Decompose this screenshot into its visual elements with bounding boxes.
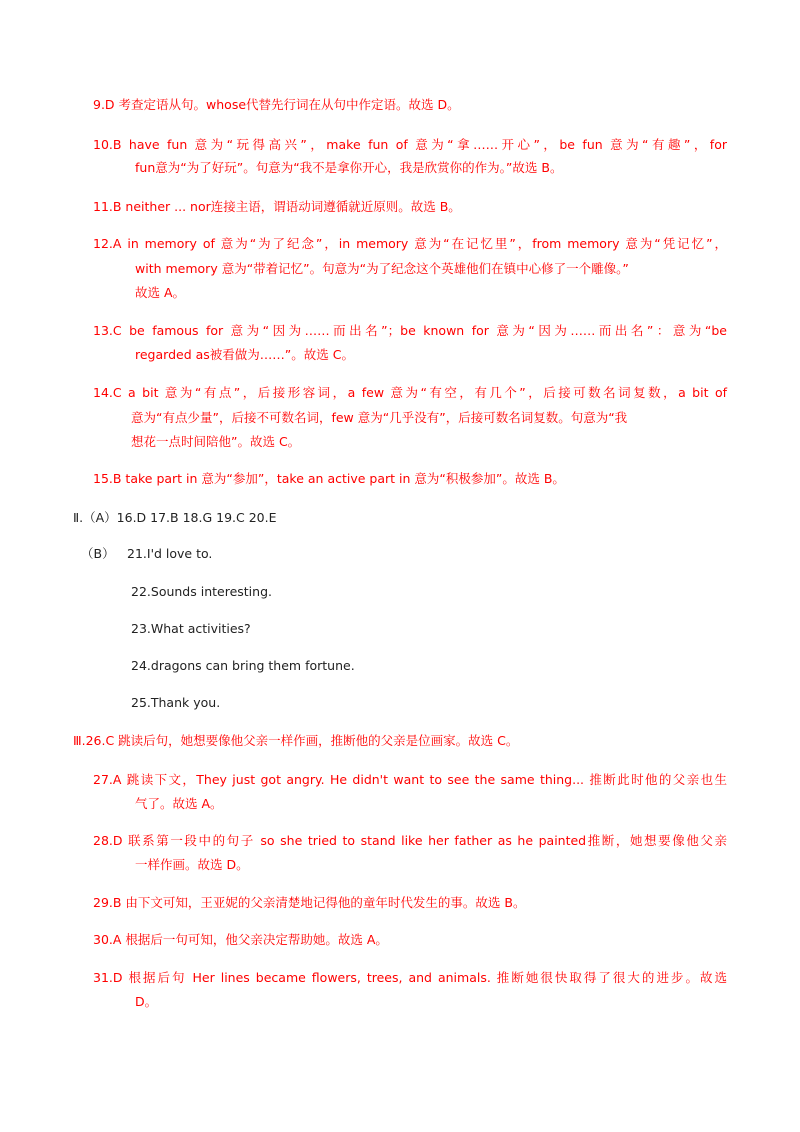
answer-29: 29.B 由下文可知，王亚妮的父亲清楚地记得他的童年时代发生的事。故选 B。 [93, 895, 526, 910]
section-2a-answers: Ⅱ.（A）16.D 17.B 18.G 19.C 20.E [73, 510, 277, 525]
answer-12-line-1: 12.A in memory of 意为“为了纪念”，in memory 意为“在记忆里”，from memory 意为“凭记忆”， [93, 236, 727, 251]
section-2b-answer-25: 25.Thank you. [131, 695, 221, 710]
answer-26: Ⅲ.26.C 跳读后句，她想要像他父亲一样作画，推断他的父亲是位画家。故选 C。 [73, 733, 519, 748]
section-2b-label: （B） [81, 546, 115, 561]
answer-12-line-3: 故选 A。 [135, 285, 186, 300]
answer-30: 30.A 根据后一句可知，他父亲决定帮助她。故选 A。 [93, 932, 388, 947]
answer-27-line-2: 气了。故选 A。 [135, 796, 223, 811]
answer-13-line-1: 13.C be famous for 意为“因为……而出名”；be known for 意为“因为……而出名”：意为“be [93, 323, 727, 338]
answer-11: 11.B neither ... nor连接主语，谓语动词遵循就近原则。故选 B。 [93, 199, 461, 214]
answer-28-line-2: 一样作画。故选 D。 [135, 857, 249, 872]
answer-10-line-1: 10.B have fun 意为“玩得高兴”，make fun of 意为“拿……开心”，be fun 意为“有趣”，for [93, 137, 727, 152]
answer-9: 9.D 考查定语从句。whose代替先行词在从句中作定语。故选 D。 [93, 97, 460, 112]
answer-10-line-2: fun意为“为了好玩”。句意为“我不是拿你开心，我是欣赏你的作为。”故选 B。 [135, 160, 563, 175]
answer-28-line-1: 28.D 联系第一段中的句子 so she tried to stand like her father as he painted推断，她想要像他父亲 [93, 833, 727, 848]
answer-15: 15.B take part in 意为“参加”，take an active part in 意为“积极参加”。故选 B。 [93, 471, 565, 486]
answer-14-line-2: 意为“有点少量”，后接不可数名词，few 意为“几乎没有”，后接可数名词复数。句意为“我 [131, 410, 628, 425]
answer-14-line-1: 14.C a bit 意为“有点”，后接形容词，a few 意为“有空，有几个”，后接可数名词复数，a bit of [93, 385, 727, 400]
section-2b-answer-22: 22.Sounds interesting. [131, 584, 272, 599]
answer-14-line-3: 想花一点时间陪他”。故选 C。 [131, 434, 301, 449]
section-2b-answer-21: 21.I'd love to. [127, 546, 213, 561]
answer-31-line-1: 31.D 根据后句 Her lines became flowers, trees, and animals. 推断她很快取得了很大的进步。故选 [93, 970, 727, 985]
answer-13-line-2: regarded as被看做为……”。故选 C。 [135, 347, 354, 362]
section-2b-answer-23: 23.What activities? [131, 621, 251, 636]
answer-31-line-2: D。 [135, 994, 158, 1009]
section-2b-answer-24: 24.dragons can bring them fortune. [131, 658, 355, 673]
answer-12-line-2: with memory 意为“带着记忆”。句意为“为了纪念这个英雄他们在镇中心修了一个雕像。” [135, 261, 629, 276]
answer-27-line-1: 27.A 跳读下文，They just got angry. He didn't want to see the same thing... 推断此时他的父亲也生 [93, 772, 727, 787]
